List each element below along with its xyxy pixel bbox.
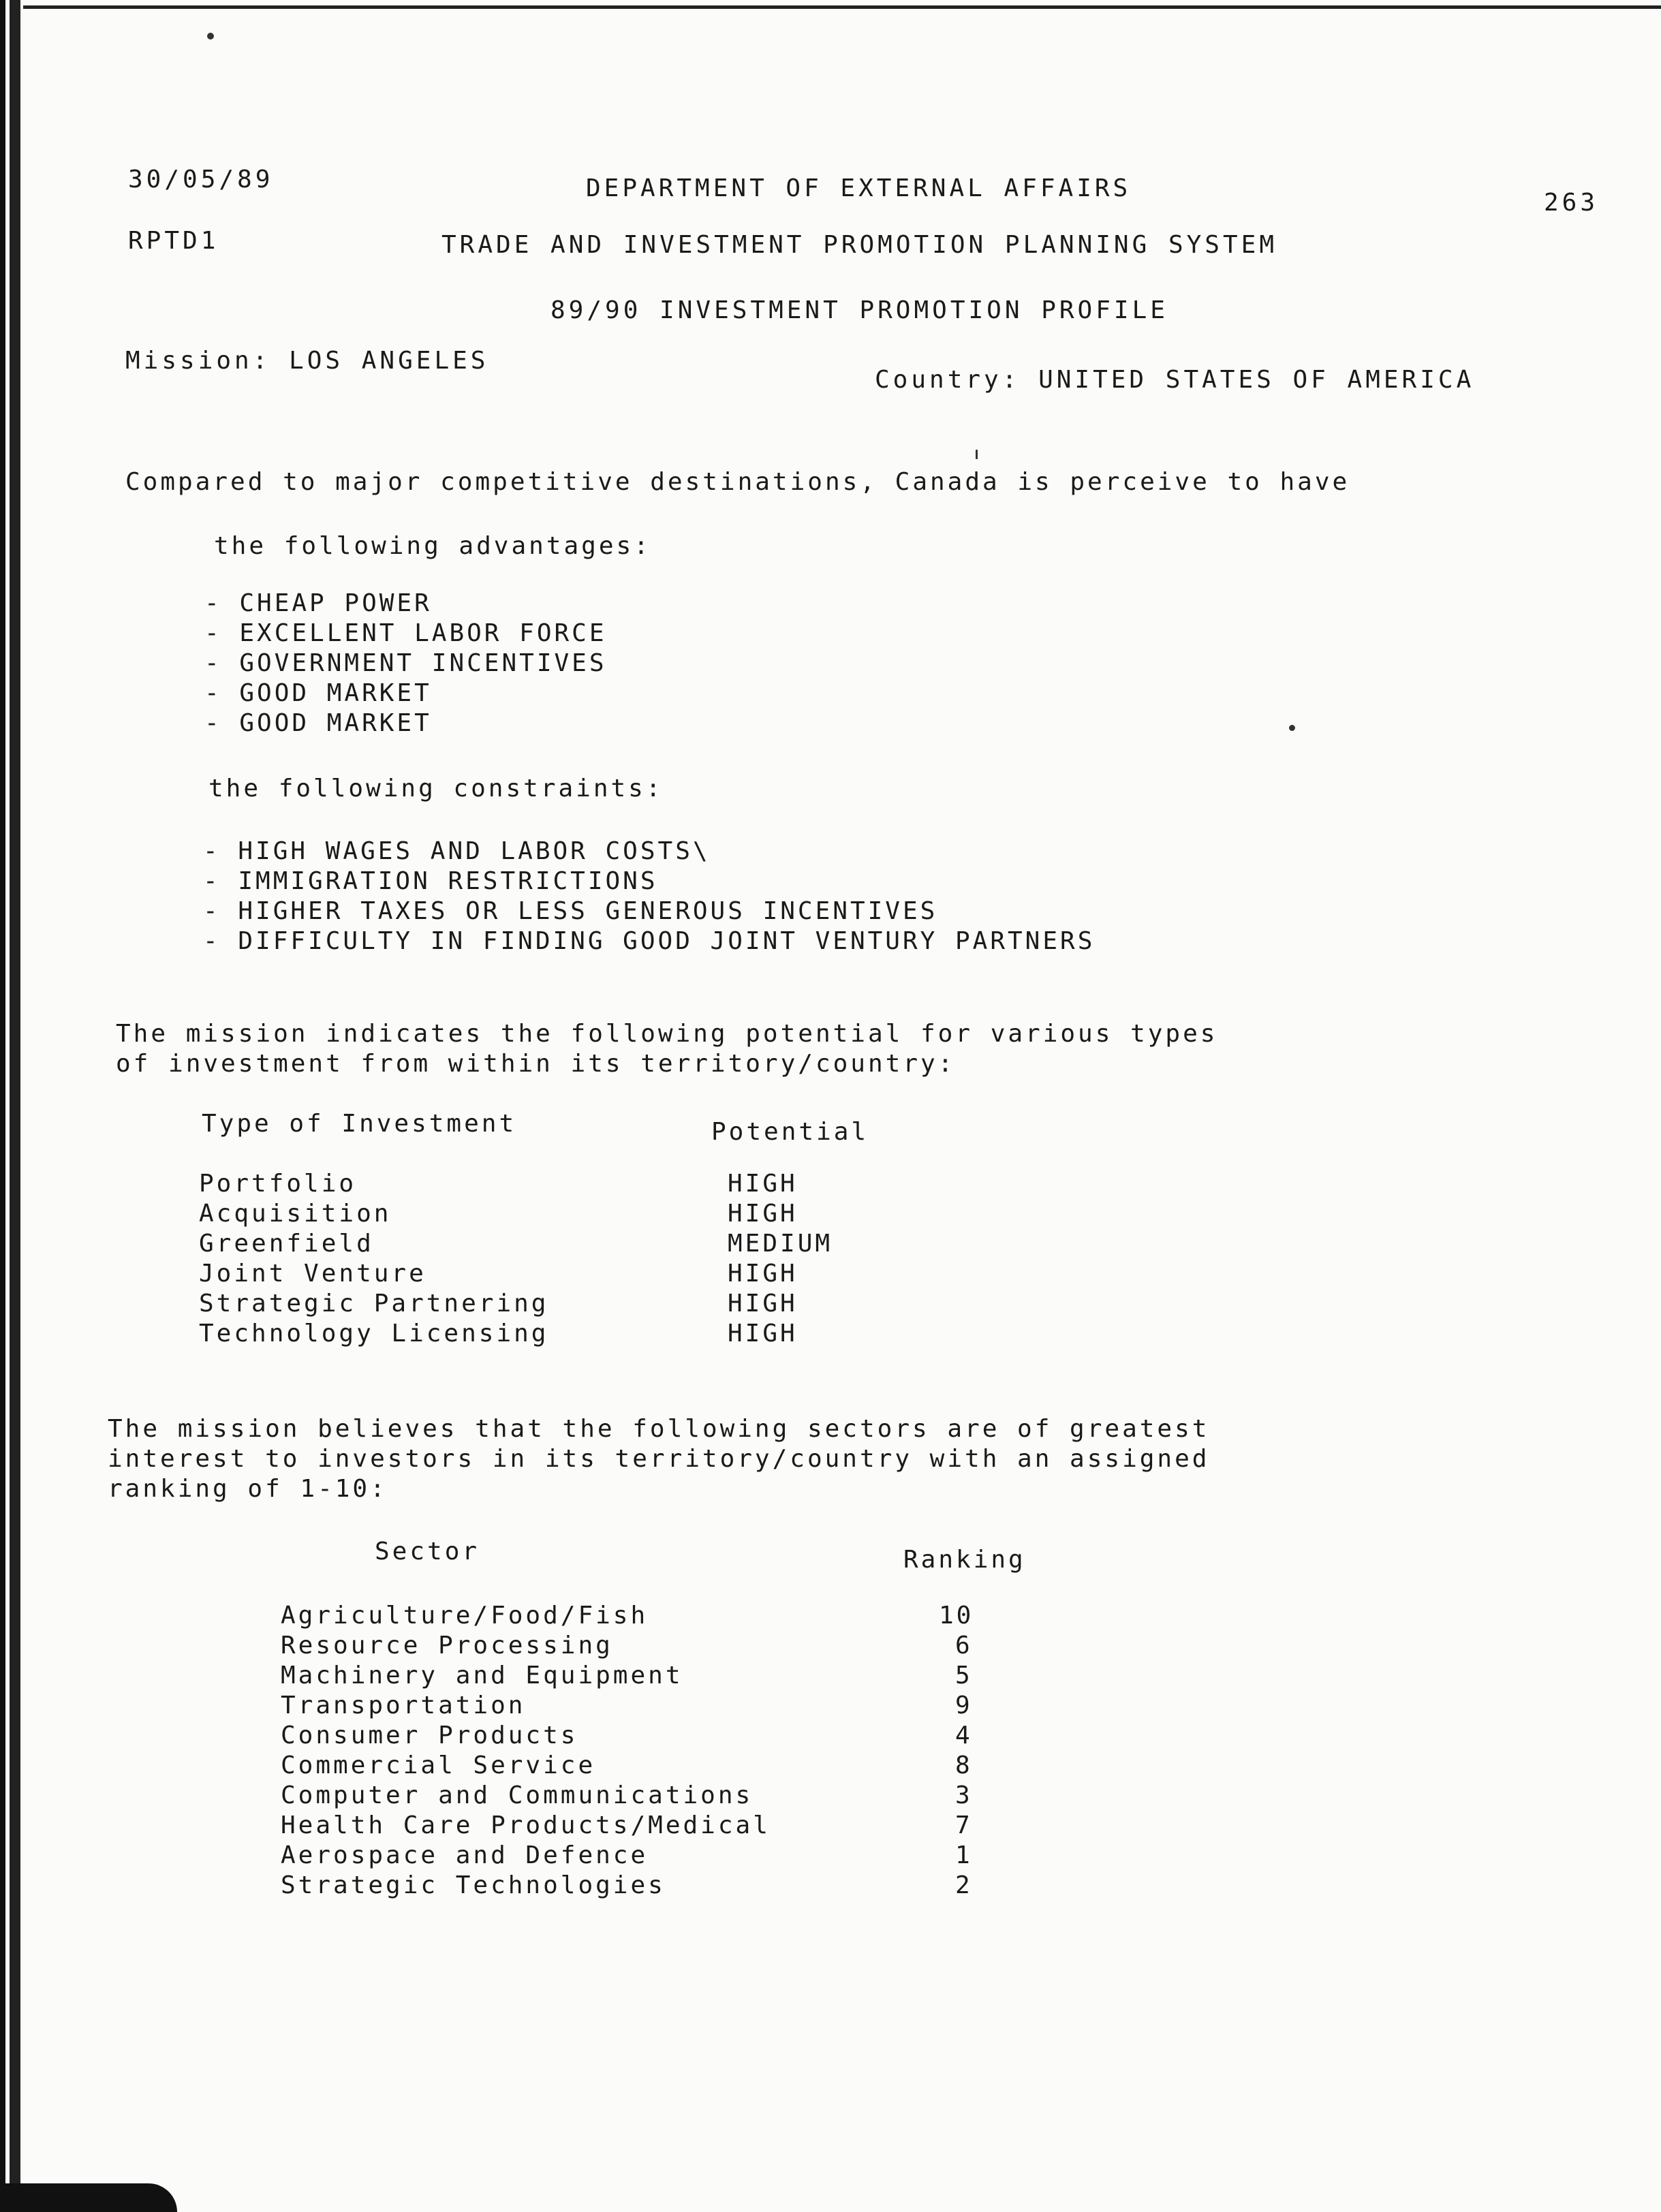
- sector-name: Health Care Products/Medical: [281, 1811, 771, 1839]
- investment-potential: HIGH: [728, 1170, 798, 1198]
- advantage-item: - GOVERNMENT INCENTIVES: [204, 649, 607, 679]
- mission-label: Mission: LOS ANGELES: [125, 347, 489, 375]
- advantages-list: [204, 589, 607, 738]
- perception-intro: Compared to major competitive destinations, Canada is perceive to have: [125, 468, 1350, 496]
- scan-edge-top: [23, 5, 1661, 12]
- sector-ranking: 5: [955, 1662, 973, 1689]
- advantage-item: - CHEAP POWER: [204, 589, 607, 619]
- sector-ranking: 3: [955, 1781, 973, 1809]
- sector-ranking: 2: [955, 1871, 973, 1899]
- report-date: 30/05/89: [128, 166, 274, 193]
- investment-type: Technology Licensing: [199, 1320, 549, 1348]
- sector-name: Agriculture/Food/Fish: [281, 1602, 649, 1630]
- scan-speck: [976, 450, 978, 459]
- department-name: DEPARTMENT OF EXTERNAL AFFAIRS: [586, 174, 1132, 202]
- sectors-col-sector: Sector: [375, 1538, 480, 1565]
- sector-ranking: 1: [955, 1841, 973, 1869]
- sectors-intro-line1: The mission believes that the following sectors are of greatest: [108, 1415, 1210, 1443]
- advantage-item: - GOOD MARKET: [204, 679, 607, 708]
- advantage-item: - GOOD MARKET: [204, 708, 607, 738]
- constraints-list: [203, 837, 1095, 956]
- investment-col-type: Type of Investment: [202, 1110, 517, 1138]
- sector-ranking: 6: [955, 1632, 973, 1660]
- investment-potential: HIGH: [728, 1260, 798, 1288]
- sector-ranking: 10: [939, 1602, 974, 1630]
- sector-name: Consumer Products: [281, 1722, 578, 1749]
- page-number: 263: [1544, 189, 1599, 217]
- constraints-heading: the following constraints:: [208, 775, 664, 803]
- sector-name: Commercial Service: [281, 1751, 596, 1779]
- sector-name: Transportation: [281, 1692, 526, 1719]
- scan-edge-left: [0, 0, 23, 2212]
- country-label: Country: UNITED STATES OF AMERICA: [875, 366, 1475, 394]
- investment-type: Portfolio: [199, 1170, 357, 1198]
- sector-ranking: 8: [955, 1751, 973, 1779]
- investment-intro-line2: of investment from within its territory/country:: [116, 1050, 956, 1078]
- investment-intro-line1: The mission indicates the following potential for various types: [116, 1020, 1218, 1048]
- investment-type: Joint Venture: [199, 1260, 426, 1288]
- sector-name: Computer and Communications: [281, 1781, 754, 1809]
- advantages-heading: the following advantages:: [214, 532, 651, 560]
- advantage-item: - EXCELLENT LABOR FORCE: [204, 619, 607, 649]
- sector-name: Resource Processing: [281, 1632, 613, 1660]
- investment-type: Strategic Partnering: [199, 1290, 549, 1318]
- scan-speck: [207, 33, 214, 40]
- sector-name: Machinery and Equipment: [281, 1662, 683, 1689]
- sector-ranking: 7: [955, 1811, 973, 1839]
- investment-potential: HIGH: [728, 1290, 798, 1318]
- investment-type: Acquisition: [199, 1200, 392, 1228]
- investment-potential: MEDIUM: [728, 1230, 833, 1258]
- scan-speck: [1289, 725, 1295, 731]
- sectors-intro-line2: interest to investors in its territory/country with an assigned: [108, 1445, 1210, 1473]
- investment-col-potential: Potential: [711, 1118, 869, 1146]
- report-code: RPTD1: [128, 227, 219, 255]
- sector-ranking: 9: [955, 1692, 973, 1719]
- profile-title: 89/90 INVESTMENT PROMOTION PROFILE: [550, 296, 1168, 324]
- sectors-col-ranking: Ranking: [903, 1546, 1026, 1574]
- investment-type: Greenfield: [199, 1230, 374, 1258]
- constraint-item: - HIGH WAGES AND LABOR COSTS\: [203, 837, 1095, 867]
- sectors-intro-line3: ranking of 1-10:: [108, 1475, 388, 1503]
- constraint-item: - IMMIGRATION RESTRICTIONS: [203, 867, 1095, 897]
- sector-name: Aerospace and Defence: [281, 1841, 649, 1869]
- sector-ranking: 4: [955, 1722, 973, 1749]
- investment-potential: HIGH: [728, 1320, 798, 1348]
- system-title: TRADE AND INVESTMENT PROMOTION PLANNING SYSTEM: [441, 231, 1277, 259]
- investment-potential: HIGH: [728, 1200, 798, 1228]
- sector-name: Strategic Technologies: [281, 1871, 666, 1899]
- constraint-item: - HIGHER TAXES OR LESS GENEROUS INCENTIVES: [203, 897, 1095, 926]
- constraint-item: - DIFFICULTY IN FINDING GOOD JOINT VENTURY PARTNERS: [203, 926, 1095, 956]
- scan-corner-bottom: [0, 2183, 177, 2212]
